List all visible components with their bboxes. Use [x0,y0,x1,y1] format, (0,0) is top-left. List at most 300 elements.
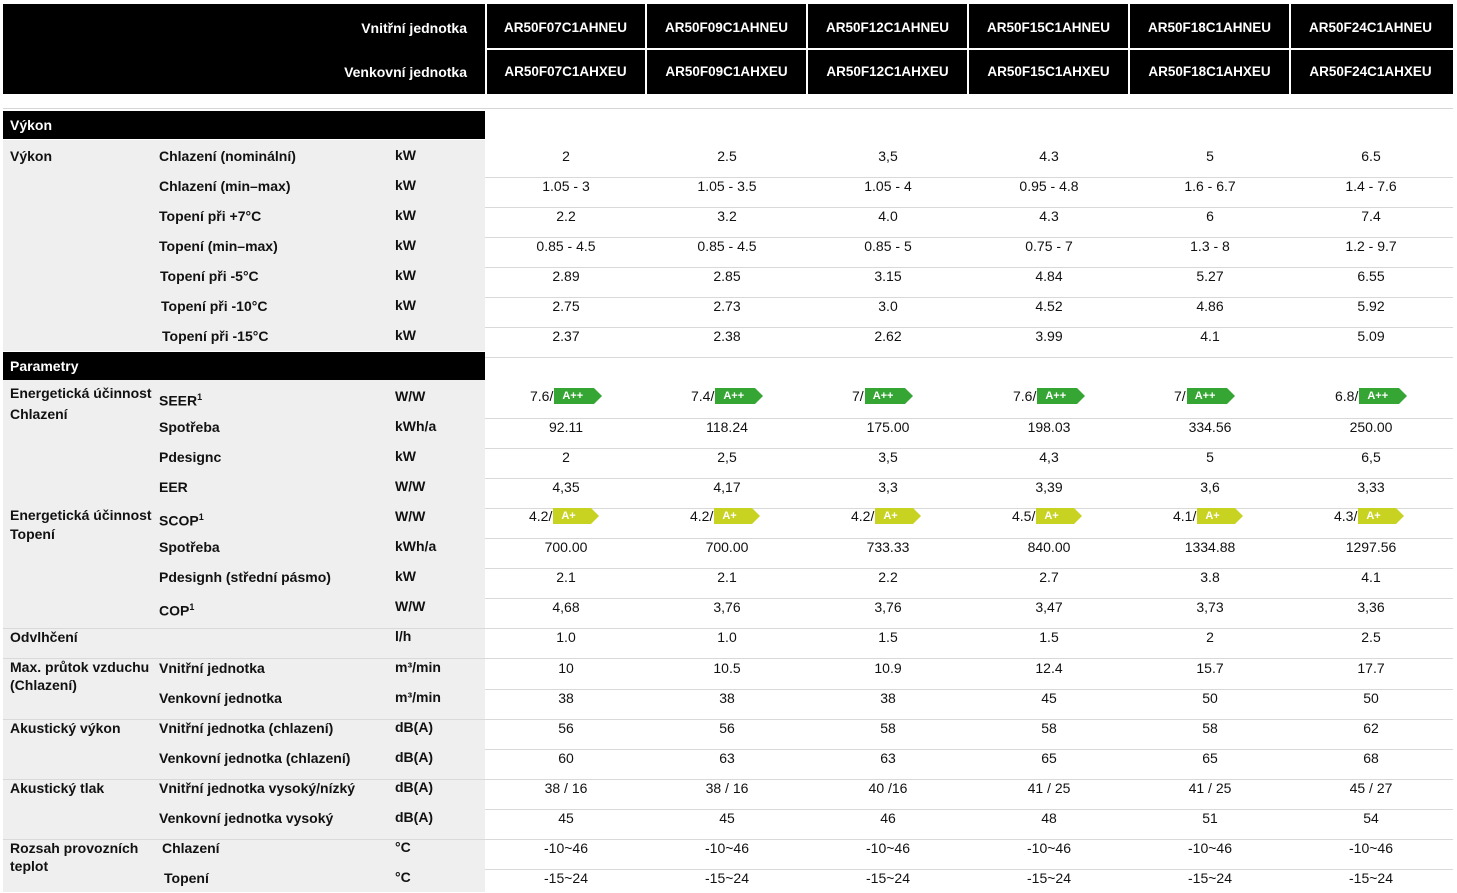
value-cell: 0.85 - 5 [864,238,912,254]
value-cell: 0.95 - 4.8 [1019,178,1079,194]
value-cell: 56 [719,720,735,736]
value-cell: 2 [562,148,570,164]
value-cell: 6.55 [1357,268,1385,284]
value-cell: 2 [562,449,570,465]
value-cell: 0.85 - 4.5 [536,238,596,254]
row-divider [485,538,1453,539]
energy-class-badge [715,388,755,404]
value-cell: 3,39 [1035,479,1063,495]
energy-arrow-icon [752,508,760,524]
value-cell: 58 [1041,720,1057,736]
indoor-model-code: AR50F12C1AHNEU [825,20,950,35]
energy-arrow-icon [913,508,921,524]
energy-value: 4.2/ [529,508,553,524]
value-cell: 4.1 [1361,569,1381,585]
indoor-model-code: AR50F24C1AHNEU [1308,20,1433,35]
value-cell: 4,17 [713,479,741,495]
energy-value: 4.3/ [1334,508,1358,524]
value-cell: 2.7 [1039,569,1059,585]
row-unit: W/W [395,478,426,494]
row-unit: kW [395,237,416,253]
section-parametry: Parametry [3,352,485,380]
value-cell: 1.4 - 7.6 [1345,178,1397,194]
row-unit: dB(A) [395,779,434,795]
value-cell: 3.8 [1200,569,1220,585]
energy-arrow-icon [594,388,602,404]
row-unit: kW [395,207,416,223]
row-label [159,689,282,707]
energy-class-badge [554,388,594,404]
energy-value: 4.2/ [690,508,714,524]
value-cell: 58 [1202,720,1218,736]
value-cell: 7.4 [1361,208,1381,224]
energy-class-cell [1012,508,1074,524]
value-cell: 1.0 [556,629,576,645]
row-label [159,538,220,556]
energy-arrow-icon [1235,508,1243,524]
value-cell: 63 [719,750,735,766]
value-cell: 51 [1202,810,1218,826]
energy-arrow-icon [1227,388,1235,404]
group-vykon: Výkon [10,148,53,164]
row-label [159,508,204,530]
row-label [159,749,350,767]
header-column-divider [1289,4,1291,94]
row-divider [485,598,1453,599]
row-label-text: Topení při -5°C [160,268,259,284]
energy-class-badge [1358,508,1396,524]
energy-class-cell [691,388,755,404]
value-cell: -15~24 [1349,870,1393,886]
value-cell: 45 [558,810,574,826]
energy-class-cell [1334,508,1396,524]
value-cell: 38 [719,690,735,706]
row-label-text: Chlazení [162,840,220,856]
energy-value: 7.6/ [1013,388,1037,404]
energy-class-badge [1036,508,1074,524]
row-unit: kWh/a [395,538,437,554]
value-cell: 4.0 [878,208,898,224]
row-label-text: Topení při +7°C [159,208,262,224]
value-cell: -15~24 [866,870,910,886]
energy-value: 7/ [852,388,864,404]
row-label [159,388,202,410]
value-cell: 2.62 [874,328,902,344]
value-cell: 63 [880,750,896,766]
value-cell: 2.2 [556,208,576,224]
value-cell: -15~24 [1027,870,1071,886]
value-cell: 4.3 [1039,208,1059,224]
row-divider [485,689,1453,690]
outdoor-model-code: AR50F09C1AHXEU [665,64,788,79]
group-acoustic-power: Akustický výkon [10,720,121,736]
row-divider [485,478,1453,479]
row-label [159,237,278,255]
value-cell: -10~46 [705,840,749,856]
indoor-model-code: AR50F15C1AHNEU [986,20,1111,35]
row-divider [485,327,1453,328]
value-cell: 3,5 [878,449,898,465]
value-cell: 3,33 [1357,479,1385,495]
value-cell: 46 [880,810,896,826]
value-cell: 38 [880,690,896,706]
energy-class-badge [875,508,913,524]
value-cell: 1.5 [878,629,898,645]
energy-class-cell [852,388,905,404]
section-vykon: Výkon [3,111,485,139]
top-divider [3,108,1453,109]
value-cell: 700.00 [705,539,749,555]
energy-value: 7/ [1174,388,1186,404]
value-cell: 45 / 27 [1349,780,1393,796]
value-cell: 2.73 [713,298,741,314]
value-cell: 840.00 [1027,539,1071,555]
row-label [162,839,220,857]
outdoor-unit-label: Venkovní jednotka [344,64,467,80]
value-cell: 2.75 [552,298,580,314]
row-divider [485,568,1453,569]
value-cell: 6,5 [1361,449,1381,465]
row-label-text: SCOP [159,512,199,529]
row-divider [485,869,1453,870]
row-label-text: Topení (min–max) [159,238,278,254]
energy-arrow-icon [1074,508,1082,524]
value-cell: 1.2 - 9.7 [1345,238,1397,254]
value-cell: 1.05 - 4 [864,178,912,194]
value-cell: 3,47 [1035,599,1063,615]
row-label [160,267,259,285]
group-temp-range-2: teplot [10,858,49,874]
value-cell: 5.09 [1357,328,1385,344]
header-column-divider [485,4,487,94]
value-cell: 3,36 [1357,599,1385,615]
row-label-text: EER [159,479,188,495]
header-column-divider [967,4,969,94]
row-label [159,478,188,496]
value-cell: 2.5 [717,148,737,164]
value-cell: 17.7 [1357,660,1385,676]
energy-class-cell [690,508,752,524]
value-cell: 56 [558,720,574,736]
group-eff-heat-1: Energetická účinnost [10,507,152,523]
value-cell: 6.5 [1361,148,1381,164]
value-cell: 68 [1363,750,1379,766]
group-airflow-2: (Chlazení) [10,677,77,693]
energy-class-badge [1187,388,1227,404]
energy-arrow-icon [755,388,763,404]
group-odvlhceni: Odvlhčení [10,629,78,645]
header-column-divider [645,4,647,94]
value-cell: 10.9 [874,660,902,676]
energy-class-cell [529,508,591,524]
indoor-unit-label: Vnitřní jednotka [361,20,467,36]
value-cell: 12.4 [1035,660,1063,676]
value-cell: 1.6 - 6.7 [1184,178,1236,194]
energy-class-label: A++ [562,390,584,402]
value-cell: 2.2 [878,569,898,585]
value-cell: 5 [1206,148,1214,164]
energy-class-badge [553,508,591,524]
energy-arrow-icon [1399,388,1407,404]
row-divider [485,237,1453,238]
value-cell: 3.2 [717,208,737,224]
outdoor-model-code: AR50F12C1AHXEU [826,64,949,79]
value-cell: 3.15 [874,268,902,284]
value-cell: 50 [1363,690,1379,706]
row-unit: W/W [395,508,426,524]
value-cell: 175.00 [866,419,910,435]
row-unit: W/W [395,388,426,404]
row-label-text: Vnitřní jednotka (chlazení) [159,720,334,736]
group-airflow-1: Max. průtok vzduchu [10,659,150,675]
value-cell: -10~46 [544,840,588,856]
value-cell: 54 [1363,810,1379,826]
energy-value: 7.4/ [691,388,715,404]
value-cell: 118.24 [706,419,748,435]
row-label [164,869,209,887]
header-divider [485,48,1453,50]
value-cell: 334.56 [1188,419,1232,435]
value-cell: 4,35 [552,479,580,495]
energy-class-label: A+ [1044,510,1059,522]
row-divider [485,418,1453,419]
value-cell: 3,76 [874,599,902,615]
value-cell: 41 / 25 [1188,780,1232,796]
energy-class-label: A++ [723,390,745,402]
row-divider [485,448,1453,449]
energy-class-cell [530,388,594,404]
row-divider [485,508,1453,509]
value-cell: 250.00 [1349,419,1393,435]
value-cell: 3,3 [878,479,898,495]
outdoor-model-code: AR50F24C1AHXEU [1309,64,1432,79]
energy-arrow-icon [905,388,913,404]
row-label [159,779,355,797]
value-cell: -10~46 [1349,840,1393,856]
value-cell: 10 [558,660,574,676]
indoor-model-code: AR50F07C1AHNEU [503,20,628,35]
outdoor-model-code: AR50F07C1AHXEU [504,64,627,79]
row-unit: kW [395,327,416,343]
row-unit: °C [395,839,411,855]
row-label [159,719,333,737]
value-cell: 2.85 [713,268,741,284]
energy-class-cell [851,508,913,524]
row-label-text: Topení při -15°C [162,328,269,344]
energy-class-badge [714,508,752,524]
row-unit: kW [395,448,416,464]
row-label [159,598,194,620]
energy-class-label: A++ [1194,390,1216,402]
row-label-text: Vnitřní jednotka [159,660,265,676]
row-label-text: Spotřeba [159,539,220,555]
row-unit: kW [395,568,416,584]
header-column-divider [1128,4,1130,94]
row-label [159,809,333,827]
energy-arrow-icon [1077,388,1085,404]
value-cell: 45 [719,810,735,826]
row-label-text: Vnitřní jednotka vysoký/nízký [159,780,356,796]
value-cell: 2.38 [713,328,741,344]
value-cell: 41 / 25 [1027,780,1071,796]
row-unit: kW [395,147,416,163]
row-label-text: Pdesignc [159,449,222,465]
value-cell: 48 [1041,810,1057,826]
value-cell: 45 [1041,690,1057,706]
energy-class-label: A++ [872,390,894,402]
row-divider [485,297,1453,298]
value-cell: 5.27 [1196,268,1224,284]
value-cell: 3,6 [1200,479,1220,495]
row-label [159,448,221,466]
value-cell: 3,76 [713,599,741,615]
group-temp-range-1: Rozsah provozních [10,840,139,856]
value-cell: 38 / 16 [705,780,749,796]
row-label-text: Topení při -10°C [161,298,268,314]
energy-value: 6.8/ [1335,388,1359,404]
value-cell: 700.00 [544,539,588,555]
row-label-text: Venkovní jednotka [159,690,282,706]
value-cell: 3.0 [878,298,898,314]
value-cell: 1.0 [717,629,737,645]
energy-class-badge [865,388,905,404]
row-divider [485,177,1453,178]
value-cell: 1.5 [1039,629,1059,645]
energy-value: 7.6/ [530,388,554,404]
value-cell: 4,68 [552,599,580,615]
value-cell: 4.1 [1200,328,1220,344]
value-cell: 3,73 [1196,599,1224,615]
value-cell: -10~46 [1027,840,1071,856]
value-cell: 65 [1202,750,1218,766]
row-unit: dB(A) [395,809,434,825]
value-cell: 58 [880,720,896,736]
row-label-text: SEER [159,392,198,409]
value-cell: 1.3 - 8 [1190,238,1230,254]
row-unit: dB(A) [395,719,434,735]
value-cell: 1.05 - 3 [542,178,590,194]
row-unit: m³/min [395,689,441,705]
value-cell: 198.03 [1027,419,1071,435]
group-eff-cool-2: Chlazení [10,406,68,422]
row-divider [485,207,1453,208]
value-cell: 2.37 [552,328,580,344]
row-label [161,297,267,315]
row-label-text: Chlazení (nominální) [159,148,296,164]
energy-class-label: A+ [1366,510,1381,522]
group-acoustic-pressure: Akustický tlak [10,780,105,796]
table-header [3,4,1453,94]
row-label [159,659,265,677]
energy-class-badge [1359,388,1399,404]
energy-class-label: A+ [722,510,737,522]
value-cell: 3.99 [1035,328,1063,344]
indoor-model-code: AR50F09C1AHNEU [664,20,789,35]
row-unit: kW [395,267,416,283]
row-label-text: Spotřeba [159,419,220,435]
row-unit: kW [395,177,416,193]
energy-value: 4.2/ [851,508,875,524]
value-cell: 4.3 [1039,148,1059,164]
row-divider [485,267,1453,268]
outdoor-model-code: AR50F15C1AHXEU [987,64,1110,79]
value-cell: -10~46 [1188,840,1232,856]
value-cell: -15~24 [544,870,588,886]
value-cell: 2.5 [1361,629,1381,645]
value-cell: 1334.88 [1184,539,1236,555]
group-eff-heat-2: Topení [10,526,55,542]
row-label-text: Topení [164,870,209,886]
value-cell: 4.52 [1035,298,1063,314]
energy-class-label: A+ [883,510,898,522]
row-unit: kW [395,297,416,313]
footnote-marker: 1 [198,512,204,522]
value-cell: 6 [1206,208,1214,224]
energy-class-cell [1335,388,1399,404]
outdoor-model-code: AR50F18C1AHXEU [1148,64,1271,79]
header-column-divider [806,4,808,94]
value-cell: 2.1 [717,569,737,585]
row-divider [485,357,1453,358]
value-cell: 10.5 [713,660,741,676]
row-label [159,418,220,436]
footnote-marker: 1 [197,392,203,402]
value-cell: -15~24 [1188,870,1232,886]
row-divider [485,809,1453,810]
energy-arrow-icon [591,508,599,524]
energy-class-label: A++ [1367,390,1389,402]
energy-arrow-icon [1396,508,1404,524]
row-label-text: COP [159,602,190,619]
row-label [159,147,296,165]
value-cell: -15~24 [705,870,749,886]
value-cell: 15.7 [1196,660,1224,676]
row-label [162,327,268,345]
value-cell: -10~46 [866,840,910,856]
energy-class-badge [1037,388,1077,404]
row-label [159,177,290,195]
row-unit: m³/min [395,659,441,675]
row-unit: °C [395,869,411,885]
row-unit: kWh/a [395,418,437,434]
value-cell: 1297.56 [1345,539,1397,555]
value-cell: 2 [1206,629,1214,645]
energy-value: 4.1/ [1173,508,1197,524]
value-cell: 92.11 [549,419,583,435]
energy-class-badge [1197,508,1235,524]
value-cell: 4.84 [1035,268,1063,284]
value-cell: 62 [1363,720,1379,736]
value-cell: 4.86 [1196,298,1224,314]
value-cell: 2.1 [556,569,576,585]
energy-class-cell [1173,508,1235,524]
value-cell: 1.05 - 3.5 [697,178,757,194]
value-cell: 4,3 [1039,449,1059,465]
row-label-text: Venkovní jednotka vysoký [159,810,334,826]
value-cell: 0.75 - 7 [1025,238,1073,254]
group-eff-cool-1: Energetická účinnost [10,385,152,401]
value-cell: 0.85 - 4.5 [697,238,757,254]
value-cell: 5.92 [1357,298,1385,314]
energy-class-label: A++ [1045,390,1067,402]
energy-class-label: A+ [561,510,576,522]
value-cell: 65 [1041,750,1057,766]
value-cell: 40 /16 [868,780,908,796]
footnote-marker: 1 [189,602,195,612]
row-unit: W/W [395,598,426,614]
row-unit: l/h [395,628,412,644]
value-cell: 38 [558,690,574,706]
